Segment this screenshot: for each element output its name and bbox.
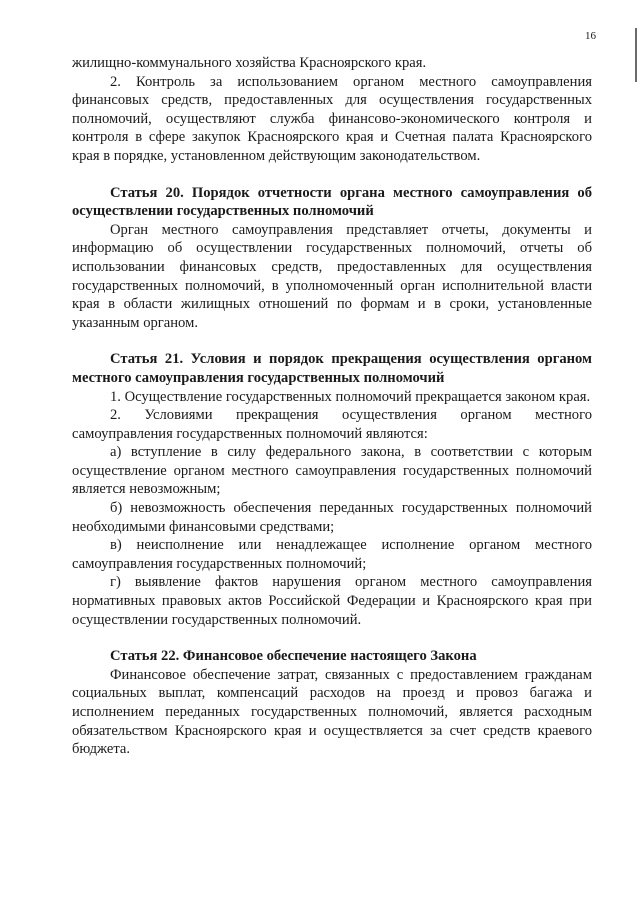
article-21-sub-b: б) невозможность обеспечения переданных государственных полномочий необходимыми финансовыми средствами; [72,500,592,535]
article-20-heading: Статья 20. Порядок отчетности органа местного самоуправления об осуществлении государственных полномочий [72,184,592,220]
article-22-heading: Статья 22. Финансовое обеспечение настоящего Закона [110,648,477,665]
article-21-item-2: 2. Условиями прекращения осуществления органом местного самоуправления государственных полномочий являются: [72,407,592,442]
intro-item-2: 2. Контроль за использованием органом местного самоуправления финансовых средств, предоставленных для осуществления государственных полномочий, осуществляют служба финансово-экономического контроля и контроля в сфере закупок Красноярского края и Счетная палата Красноярского края в порядке, установленном действующим законодательством. [72,73,592,164]
document-text [72,54,592,759]
article-21-sub-c: в) неисполнение или ненадлежащее исполнение органом местного самоуправления государственных полномочий; [72,537,592,572]
article-21-heading: Статья 21. Условия и порядок прекращения осуществления органом местного самоуправления государственных полномочий [72,351,592,386]
article-21-sub-d: г) выявление фактов нарушения органом местного самоуправления нормативных правовых актов Российской Федерации и Красноярского края при осуществлении государственных полномочий. [72,574,592,628]
article-22-body: Финансовое обеспечение затрат, связанных с предоставлением гражданам социальных выплат, компенсаций расходов на проезд и провоз багажа и исполнением переданных государственных полномочий, является расходным обязательством Красноярского края и осуществляется за счет средств краевого бюджета. [72,666,592,758]
margin-mark [635,28,637,82]
article-20-body: Орган местного самоуправления представляет отчеты, документы и информацию об осуществлении государственных полномочий, отчеты об использовании финансовых средств, предоставленных для осуществления государственных полномочий, в уполномоченный орган исполнительной власти края в области жилищных отношений по формам и в сроки, установленные указанным органом. [72,221,592,331]
intro-line: жилищно-коммунального хозяйства Красноярского края. [72,55,427,71]
article-21-item-1: 1. Осуществление государственных полномочий прекращается законом края. [110,388,591,405]
article-21-sub-a: а) вступление в силу федерального закона, в соответствии с которым осуществление органом местного самоуправления государственных полномочий является невозможным; [72,444,592,498]
page-number: 16 [585,30,596,42]
